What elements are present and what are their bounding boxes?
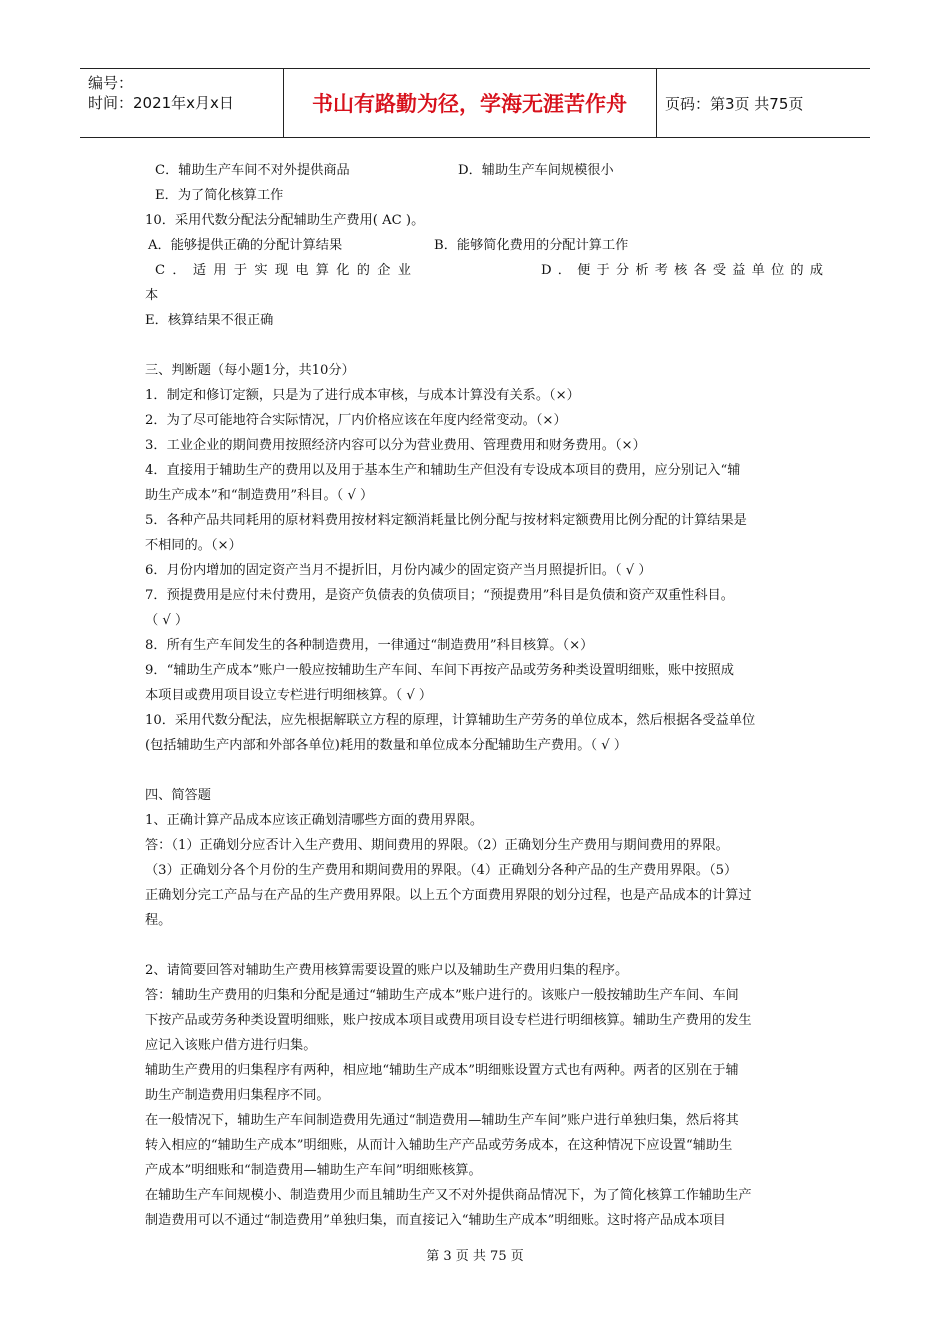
answer-line: 助生产制造费用归集程序不同。	[145, 1088, 330, 1103]
judge-line: 本项目或费用项目设立专栏进行明细核算。（ √ ）	[145, 688, 433, 703]
answer-line: 2、请简要回答对辅助生产费用核算需要设置的账户以及辅助生产费用归集的程序。	[145, 963, 629, 978]
q10-option-c: C．适用于实现电算化的企业	[155, 263, 419, 278]
q10-option-d-continued: 本	[145, 288, 159, 303]
answer-line: 制造费用可以不通过“制造费用”单独归集，而直接记入“辅助生产成本”明细账。这时将产品成本项目	[145, 1213, 726, 1228]
judge-line: 10．采用代数分配法，应先根据解联立方程的原理，计算辅助生产劳务的单位成本，然后根据各受益单位	[145, 713, 756, 728]
judge-line: 4．直接用于辅助生产的费用以及用于基本生产和辅助生产但没有专设成本项目的费用，应分别记入“辅	[145, 463, 741, 478]
option-e: E．为了简化核算工作	[155, 188, 284, 203]
q10-option-row-cd	[145, 258, 830, 283]
judge-line: 9．“辅助生产成本”账户一般应按辅助生产车间、车间下再按产品或劳务种类设置明细账，账中按照成	[145, 663, 734, 678]
answer-line: 程。	[145, 913, 172, 928]
q10-option-row-ab	[145, 233, 807, 258]
answer-line: 在一般情况下，辅助生产车间制造费用先通过“制造费用—辅助生产车间”账户进行单独归集，然后将其	[145, 1113, 739, 1128]
answer-line: 正确划分完工产品与在产品的生产费用界限。以上五个方面费用界限的划分过程，也是产品成本的计算过	[145, 888, 752, 903]
document-body	[145, 158, 830, 1233]
page-header	[80, 68, 870, 138]
judge-line: 6．月份内增加的固定资产当月不提折旧，月份内减少的固定资产当月照提折旧。（ √ ）	[145, 563, 652, 578]
q10-option-a: A．能够提供正确的分配计算结果	[148, 238, 343, 253]
answer-line: 产成本”明细账和“制造费用—辅助生产车间”明细账核算。	[145, 1163, 482, 1178]
header-divider-right	[656, 69, 657, 137]
section-judge-title: 三、判断题（每小题1分，共10分）	[145, 363, 355, 378]
header-motto: 书山有路勤为径，学海无涯苦作舟	[312, 92, 627, 116]
answer-line: 转入相应的“辅助生产成本”明细账，从而计入辅助生产产品或劳务成本，在这种情况下应设置“辅助生	[145, 1138, 733, 1153]
option-row-cd	[145, 158, 807, 183]
number-label: 编号：	[88, 74, 134, 92]
answer-line: 应记入该账户借方进行归集。	[145, 1038, 317, 1053]
answer-line: 辅助生产费用的归集程序有两种，相应地“辅助生产成本”明细账设置方式也有两种。两者的区别在于辅	[145, 1063, 739, 1078]
judge-line: 助生产成本”和“制造费用”科目。（ √ ）	[145, 488, 374, 503]
judge-line: 5．各种产品共同耗用的原材料费用按材料定额消耗量比例分配与按材料定额费用比例分配的计算结果是	[145, 513, 747, 528]
judge-line: 不相同的。（×）	[145, 538, 242, 553]
answer-line: 答：辅助生产费用的归集和分配是通过“辅助生产成本”账户进行的。该账户一般按辅助生产车间、车间	[145, 988, 739, 1003]
judge-line: 3．工业企业的期间费用按照经济内容可以分为营业费用、管理费用和财务费用。（×）	[145, 438, 646, 453]
judge-line: 7．预提费用是应付未付费用，是资产负债表的负债项目；“预提费用”科目是负债和资产双重性科目。	[145, 588, 734, 603]
answer-line: 在辅助生产车间规模小、制造费用少而且辅助生产又不对外提供商品情况下，为了简化核算工作辅助生产	[145, 1188, 752, 1203]
option-c: C．辅助生产车间不对外提供商品	[155, 163, 350, 178]
section-short-answer-title: 四、简答题	[145, 788, 211, 803]
question-10-stem: 10．采用代数分配法分配辅助生产费用( AC )。	[145, 213, 425, 228]
answer-line: 答：（1）正确划分应否计入生产费用、期间费用的界限。（2）正确划分生产费用与期间费用的界限。	[145, 838, 729, 853]
option-d: D．辅助生产车间规模很小	[458, 163, 614, 178]
answer-line: （3）正确划分各个月份的生产费用和期间费用的界限。（4）正确划分各种产品的生产费用界限。（5）	[145, 863, 738, 878]
judge-line: 2．为了尽可能地符合实际情况，厂内价格应该在年度内经常变动。（×）	[145, 413, 567, 428]
page-footer: 第 3 页 共 75 页	[426, 1249, 524, 1264]
judge-line: 8．所有生产车间发生的各种制造费用，一律通过“制造费用”科目核算。（×）	[145, 638, 594, 653]
judge-line: (包括辅助生产内部和外部各单位)耗用的数量和单位成本分配辅助生产费用。（ √ ）	[145, 738, 628, 753]
header-page-info: 页码：第3页 共75页	[665, 94, 804, 113]
q10-option-d: D．便于分析考核各受益单位的成	[541, 263, 830, 278]
header-meta	[88, 73, 234, 113]
answer-line: 1、正确计算产品成本应该正确划清哪些方面的费用界限。	[145, 813, 484, 828]
judge-line: 1．制定和修订定额，只是为了进行成本审核，与成本计算没有关系。（×）	[145, 388, 580, 403]
q10-option-b: B．能够简化费用的分配计算工作	[434, 238, 629, 253]
answer-line: 下按产品或劳务种类设置明细账，账户按成本项目或费用项目设专栏进行明细核算。辅助生产费用的发生	[145, 1013, 752, 1028]
time-label: 时间：2021年x月x日	[88, 94, 234, 112]
q10-option-e: E．核算结果不很正确	[145, 313, 274, 328]
judge-line: （ √ ）	[145, 613, 189, 628]
